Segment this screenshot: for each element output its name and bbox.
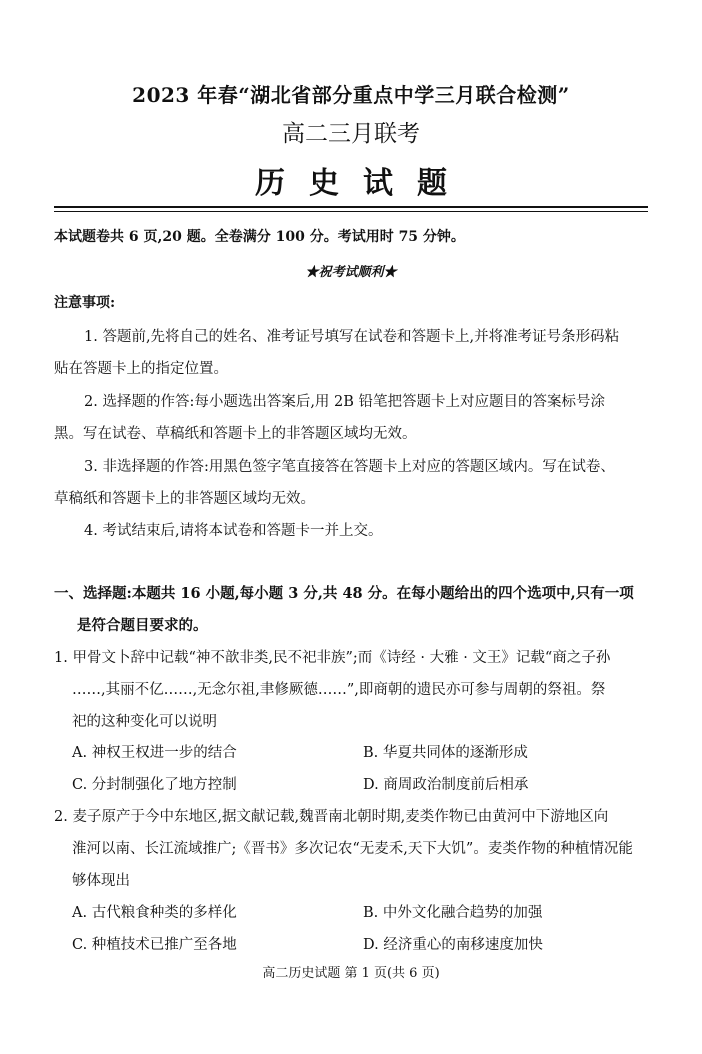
section-heading-cont: 是符合题目要求的。 [77,617,208,634]
option-d: D. 商周政治制度前后相承 [363,777,529,793]
page-footer: 高二历史试题 第 1 页(共 6 页) [262,966,440,981]
notice-line: 4. 考试结束后,请将本试卷和答题卡一并上交。 [84,523,383,539]
notice-line: 2. 选择题的作答:每小题选出答案后,用 2B 铅笔把答题卡上对应题目的答案标号涂 [84,394,606,410]
header-rule-thick [54,206,648,208]
subject-title: 历史试题 [255,166,471,201]
notice-line: 贴在答题卡上的指定位置。 [54,361,228,377]
notice-line: 3. 非选择题的作答:用黑色签字笔直接答在答题卡上对应的答题区域内。写在试卷、 [84,459,615,475]
question-stem: ……,其丽不亿……,无念尔祖,聿修厥德……”,即商朝的遗民亦可参与周朝的祭祖。祭 [72,682,606,698]
option-b: B. 华夏共同体的逐渐形成 [363,745,528,761]
exam-subtitle: 高二三月联考 [282,121,420,147]
exam-title: 2023 年春“湖北省部分重点中学三月联合检测” [132,83,570,107]
notice-line: 黑。写在试卷、草稿纸和答题卡上的非答题区域均无效。 [54,426,417,442]
option-c: C. 分封制强化了地方控制 [72,777,237,793]
question-stem: 2. 麦子原产于今中东地区,据文献记载,魏晋南北朝时期,麦类作物已由黄河中下游地区向 [54,809,609,825]
notice-heading: 注意事项: [54,295,116,311]
header-rule-thin [54,211,648,212]
question-stem: 够体现出 [72,873,130,889]
option-c: C. 种植技术已推广至各地 [72,937,237,953]
notice-line: 1. 答题前,先将自己的姓名、准考证号填写在试卷和答题卡上,并将准考证号条形码粘 [84,329,620,345]
exam-info: 本试题卷共 6 页,20 题。全卷满分 100 分。考试用时 75 分钟。 [54,229,465,245]
option-a: A. 神权王权进一步的结合 [72,745,237,761]
question-stem: 1. 甲骨文卜辞中记载“神不歆非类,民不祀非族”;而《诗经 · 大雅 · 文王》记载“商之子孙 [54,650,611,666]
option-d: D. 经济重心的南移速度加快 [363,937,543,953]
notice-line: 草稿纸和答题卡上的非答题区域均无效。 [54,491,315,507]
question-stem: 淮河以南、长江流域推广;《晋书》多次记农“无麦禾,天下大饥”。麦类作物的种植情况能 [72,841,633,857]
question-stem: 祀的这种变化可以说明 [72,714,217,730]
good-luck-banner: ★祝考试顺利★ [305,265,397,280]
option-b: B. 中外文化融合趋势的加强 [363,905,543,921]
section-heading: 一、选择题:本题共 16 小题,每小题 3 分,共 48 分。在每小题给出的四个选项中,只有一项 [54,585,634,602]
option-a: A. 古代粮食种类的多样化 [72,905,237,921]
